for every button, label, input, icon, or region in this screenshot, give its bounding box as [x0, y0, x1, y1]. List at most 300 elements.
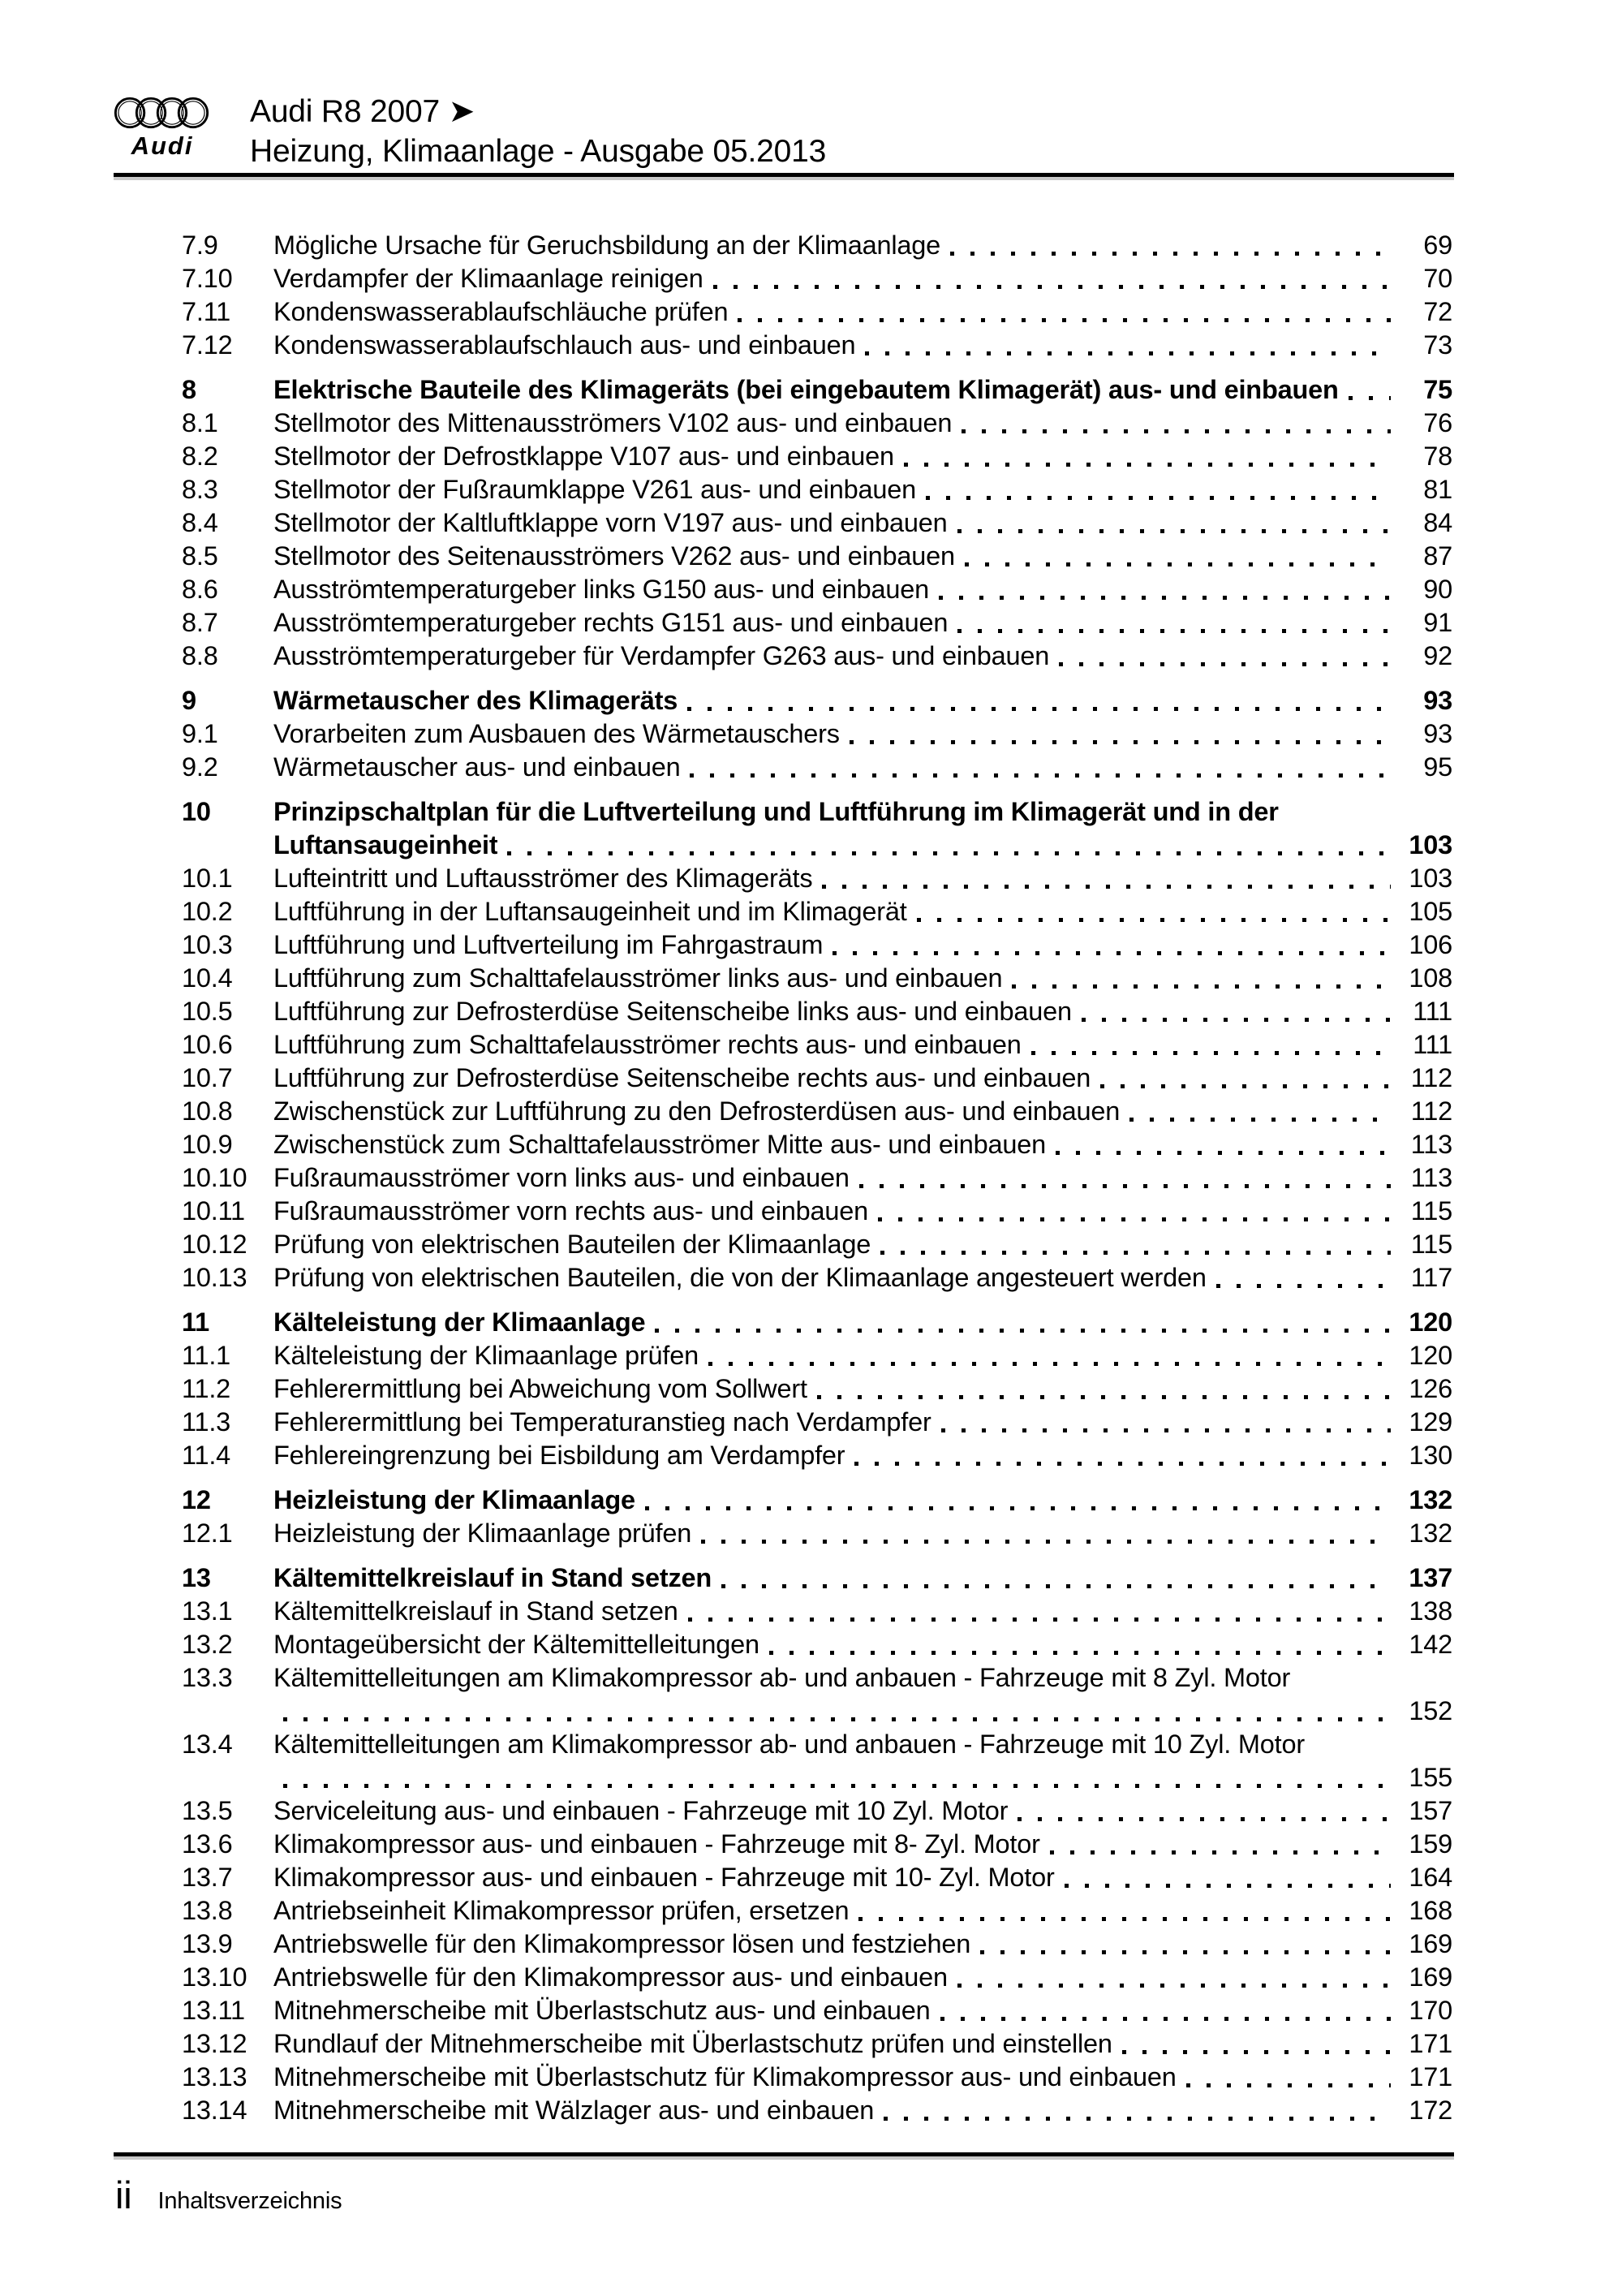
toc-entry-number: 11.4	[182, 1441, 231, 1470]
toc-entry-page: 103	[1409, 830, 1452, 859]
toc-entry	[182, 1161, 1452, 1195]
dot-leader-icon	[721, 1584, 1391, 1588]
toc-entry-title: Kälteleistung der Klimaanlage prüfen	[273, 1341, 699, 1370]
dot-leader-icon	[1349, 396, 1391, 400]
toc-entry-line	[273, 407, 1452, 440]
dot-leader-icon	[878, 1217, 1391, 1221]
dot-leader-icon	[1216, 1284, 1391, 1288]
toc-entry-page: 78	[1423, 442, 1452, 471]
toc-entry-body	[273, 895, 1452, 928]
dot-leader-icon	[1018, 1817, 1391, 1821]
toc-entry-number: 10.5	[182, 997, 233, 1026]
toc-entry-number: 10.13	[182, 1263, 247, 1292]
toc-entry-body	[273, 2094, 1452, 2127]
toc-entry-title: Kältemittelkreislauf in Stand setzen	[273, 1596, 678, 1626]
toc-entry-body	[273, 506, 1452, 540]
toc-entry-line	[273, 1894, 1452, 1928]
toc-entry-page: 138	[1409, 1596, 1452, 1626]
toc-entry-page: 164	[1409, 1863, 1452, 1892]
toc-entry-body	[273, 717, 1452, 751]
dot-leader-icon	[859, 1184, 1391, 1188]
toc-entry-title: Prüfung von elektrischen Bauteilen der Klimaanlage	[273, 1230, 871, 1259]
toc-entry-number: 11.2	[182, 1374, 231, 1403]
toc-entry-page: 129	[1409, 1407, 1452, 1437]
toc-entry-number: 7.11	[182, 297, 231, 326]
toc-entry-line	[273, 1517, 1452, 1550]
toc-entry-line	[273, 1595, 1452, 1628]
toc-entry-page: 111	[1413, 997, 1452, 1026]
dot-leader-icon	[769, 1651, 1391, 1655]
toc-entry-number: 13	[182, 1563, 211, 1592]
toc-entry-line	[273, 1861, 1452, 1894]
dot-leader-icon	[957, 629, 1391, 633]
toc-entry-line	[273, 1828, 1452, 1861]
toc-entry	[182, 995, 1452, 1028]
toc-entry	[182, 1828, 1452, 1861]
toc-entry-number: 13.13	[182, 2062, 247, 2091]
toc-entry-body	[273, 1261, 1452, 1294]
toc-entry-title: Fußraumausströmer vorn rechts aus- und einbauen	[273, 1196, 869, 1226]
toc-entry	[182, 1928, 1452, 1961]
toc-entry-body	[273, 1372, 1452, 1406]
toc-entry-number: 10.12	[182, 1230, 247, 1259]
toc-entry-number: 7.12	[182, 330, 233, 360]
toc-entry-page: 169	[1409, 1962, 1452, 1992]
toc-entry-line	[273, 540, 1452, 573]
toc-entry-title: Antriebswelle für den Klimakompressor aus- und einbauen	[273, 1962, 948, 1992]
toc-entry-page: 157	[1409, 1796, 1452, 1825]
toc-entry-body	[273, 1062, 1452, 1095]
toc-entry-line	[273, 1128, 1452, 1161]
toc-entry-title: Fehlerermittlung bei Abweichung vom Sollwert	[273, 1374, 807, 1403]
toc-entry-page: 117	[1410, 1263, 1452, 1292]
toc-entry	[182, 1228, 1452, 1261]
header-model-line: Audi R8 2007 ➤	[250, 94, 475, 129]
toc-entry-page: 93	[1423, 686, 1452, 715]
toc-entry	[182, 1195, 1452, 1228]
toc-entry-line	[273, 1372, 1452, 1406]
toc-entry-line	[273, 1928, 1452, 1961]
toc-entry-title: Kältemittelkreislauf in Stand setzen	[273, 1563, 712, 1592]
toc-entry-body	[273, 1128, 1452, 1161]
toc-entry-title: Rundlauf der Mitnehmerscheibe mit Überlastschutz prüfen und einstellen	[273, 2029, 1112, 2058]
toc-entry-title: Klimakompressor aus- und einbauen - Fahrzeuge mit 8- Zyl. Motor	[273, 1829, 1040, 1859]
toc-entry-number: 13.6	[182, 1829, 233, 1859]
toc-entry-page: 115	[1410, 1196, 1452, 1226]
toc-entry-title: Luftführung zum Schalttafelausströmer rechts aus- und einbauen	[273, 1030, 1022, 1059]
toc-entry-title: Fußraumausströmer vorn links aus- und einbauen	[273, 1163, 850, 1192]
toc-entry-number: 10	[182, 797, 211, 826]
toc-entry-body	[273, 1028, 1452, 1062]
toc-entry-number: 10.1	[182, 864, 233, 893]
toc-entry-body	[273, 229, 1452, 262]
toc-entry-number: 8.1	[182, 408, 218, 437]
toc-entry-page: 76	[1423, 408, 1452, 437]
toc-entry	[182, 1339, 1452, 1372]
toc-entry-line	[273, 1339, 1452, 1372]
toc-entry-title: Serviceleitung aus- und einbauen - Fahrzeuge mit 10 Zyl. Motor	[273, 1796, 1009, 1825]
toc-entry-page: 169	[1409, 1929, 1452, 1958]
toc-entry	[182, 2061, 1452, 2094]
toc-entry-line	[273, 373, 1452, 407]
dot-leader-icon	[1012, 984, 1391, 989]
toc-entry-body	[273, 684, 1452, 717]
toc-entry-title: Kältemittelleitungen am Klimakompressor ab- und anbauen - Fahrzeuge mit 8 Zyl. Motor	[273, 1663, 1291, 1692]
toc-entry	[182, 640, 1452, 673]
document-header	[250, 92, 826, 171]
toc-entry	[182, 1861, 1452, 1894]
dot-leader-icon	[645, 1506, 1391, 1510]
toc-entry-title: Vorarbeiten zum Ausbauen des Wärmetauschers	[273, 719, 840, 748]
toc-entry-line	[273, 751, 1452, 784]
dot-leader-icon	[283, 1717, 1391, 1721]
toc-entry-body	[273, 928, 1452, 962]
toc-entry-title: Ausströmtemperaturgeber rechts G151 aus- und einbauen	[273, 608, 949, 637]
toc-entry-number: 13.12	[182, 2029, 247, 2058]
footer-rule	[114, 2152, 1454, 2156]
dot-leader-icon	[1186, 2083, 1391, 2087]
footer-section-label: Inhaltsverzeichnis	[157, 2188, 342, 2214]
toc-entry-number: 11.3	[182, 1407, 231, 1437]
toc-entry-number: 10.2	[182, 897, 233, 926]
toc-entry-title: Stellmotor des Mittenausströmers V102 aus- und einbauen	[273, 408, 953, 437]
toc-entry-line	[273, 262, 1452, 295]
dot-leader-icon	[950, 252, 1391, 256]
toc-entry-number: 8.8	[182, 641, 218, 670]
toc-entry-number: 13.9	[182, 1929, 233, 1958]
toc-entry-body	[273, 751, 1452, 784]
toc-entry-body	[273, 1961, 1452, 1994]
toc-entry-page: 75	[1423, 375, 1452, 404]
toc-entry-title: Ausströmtemperaturgeber für Verdampfer G263 aus- und einbauen	[273, 641, 1050, 670]
dot-leader-icon	[941, 1428, 1391, 1432]
toc-entry-body	[273, 1161, 1452, 1195]
toc-entry-title: Montageübersicht der Kältemittelleitungen	[273, 1630, 759, 1659]
toc-entry-body	[273, 606, 1452, 640]
toc-entry-number: 10.10	[182, 1163, 247, 1192]
toc-entry-line	[273, 440, 1452, 473]
toc-entry-line	[273, 1306, 1452, 1339]
toc-entry	[182, 684, 1452, 717]
toc-entry-page: 81	[1423, 475, 1452, 504]
toc-entry-body	[273, 1994, 1452, 2027]
toc-entry-page: 120	[1409, 1341, 1452, 1370]
toc-entry-title: Fehlereingrenzung bei Eisbildung am Verdampfer	[273, 1441, 845, 1470]
dot-leader-icon	[940, 2017, 1391, 2021]
toc-entry-number: 13.11	[182, 1996, 245, 2025]
toc-entry-number: 8.6	[182, 575, 218, 604]
toc-entry-number: 9.1	[182, 719, 218, 748]
dot-leader-icon	[939, 596, 1391, 600]
dot-leader-icon	[688, 1618, 1391, 1622]
toc-entry	[182, 1028, 1452, 1062]
toc-entry-number: 13.7	[182, 1863, 233, 1892]
toc-entry-body	[273, 262, 1452, 295]
toc-entry-title: Stellmotor der Fußraumklappe V261 aus- und einbauen	[273, 475, 916, 504]
toc-entry-title: Stellmotor der Defrostklappe V107 aus- und einbauen	[273, 442, 894, 471]
toc-entry-line	[273, 1261, 1452, 1294]
toc-entry-number: 9.2	[182, 752, 218, 782]
toc-entry-line	[273, 329, 1452, 362]
toc-entry-page: 170	[1409, 1996, 1452, 2025]
dot-leader-icon	[507, 851, 1391, 855]
toc-entry-number: 9	[182, 686, 196, 715]
toc-entry	[182, 895, 1452, 928]
toc-entry-title: Stellmotor der Kaltluftklappe vorn V197 aus- und einbauen	[273, 508, 948, 537]
toc-entry-line	[273, 1439, 1452, 1472]
dot-leader-icon	[1082, 1018, 1391, 1022]
toc-entry-body	[273, 1794, 1452, 1828]
toc-list	[182, 229, 1452, 2127]
toc-entry	[182, 1484, 1452, 1517]
toc-entry-title: Wärmetauscher aus- und einbauen	[273, 752, 681, 782]
toc-entry-line	[273, 1406, 1452, 1439]
toc-entry-number: 8.4	[182, 508, 218, 537]
toc-entry-page: 137	[1409, 1563, 1452, 1592]
toc-entry-page: 132	[1409, 1485, 1452, 1514]
toc-entry-line	[273, 2061, 1452, 2094]
toc-entry-body	[273, 2027, 1452, 2061]
toc-entry-line	[273, 895, 1452, 928]
dot-leader-icon	[965, 562, 1391, 566]
toc-entry-title: Prüfung von elektrischen Bauteilen, die von der Klimaanlage angesteuert werden	[273, 1263, 1207, 1292]
toc-entry-number: 12	[182, 1485, 211, 1514]
toc-entry-title: Fehlerermittlung bei Temperaturanstieg nach Verdampfer	[273, 1407, 931, 1437]
toc-entry-page: 155	[1409, 1763, 1452, 1792]
toc-entry-line	[273, 962, 1452, 995]
toc-entry-number: 8.2	[182, 442, 218, 471]
toc-entry	[182, 1128, 1452, 1161]
page-footer	[115, 2175, 342, 2216]
toc-entry	[182, 928, 1452, 962]
toc-entry	[182, 440, 1452, 473]
toc-entry	[182, 1794, 1452, 1828]
toc-entry-page: 172	[1409, 2096, 1452, 2125]
toc-entry-line	[273, 1961, 1452, 1994]
toc-entry-body	[273, 1928, 1452, 1961]
dot-leader-icon	[817, 1395, 1391, 1399]
toc-entry-number: 8	[182, 375, 196, 404]
dot-leader-icon	[904, 463, 1391, 467]
toc-entry	[182, 506, 1452, 540]
toc-entry-body	[273, 1339, 1452, 1372]
toc-entry-line	[273, 795, 1452, 829]
toc-entry-page: 91	[1423, 608, 1452, 637]
toc-entry-line	[273, 1994, 1452, 2027]
toc-entry-page: 92	[1423, 641, 1452, 670]
toc-entry-line	[273, 1062, 1452, 1095]
toc-entry	[182, 229, 1452, 262]
toc-entry-number: 10.3	[182, 930, 233, 959]
toc-entry-title: Antriebseinheit Klimakompressor prüfen, ersetzen	[273, 1896, 850, 1925]
toc-entry-body	[273, 440, 1452, 473]
toc-entry-body	[273, 573, 1452, 606]
toc-entry-page: 171	[1409, 2062, 1452, 2091]
dot-leader-icon	[701, 1540, 1391, 1544]
toc-entry-body	[273, 1306, 1452, 1339]
toc-entry-title: Verdampfer der Klimaanlage reinigen	[273, 264, 703, 293]
toc-entry-title: Stellmotor des Seitenausströmers V262 aus- und einbauen	[273, 541, 955, 571]
toc-entry-body	[273, 1406, 1452, 1439]
toc-entry-body	[273, 1861, 1452, 1894]
toc-entry	[182, 295, 1452, 329]
toc-entry-line	[273, 1161, 1452, 1195]
dot-leader-icon	[865, 351, 1391, 355]
toc-entry-page: 113	[1410, 1130, 1452, 1159]
toc-entry	[182, 262, 1452, 295]
toc-entry-page: 130	[1409, 1441, 1452, 1470]
toc-entry	[182, 751, 1452, 784]
toc-entry-page: 72	[1423, 297, 1452, 326]
toc-entry-page: 132	[1409, 1518, 1452, 1548]
toc-entry	[182, 1595, 1452, 1628]
toc-entry-number: 10.6	[182, 1030, 233, 1059]
dot-leader-icon	[1031, 1051, 1391, 1055]
toc-entry-body	[273, 407, 1452, 440]
toc-entry	[182, 1961, 1452, 1994]
toc-entry-title: Mitnehmerscheibe mit Wälzlager aus- und einbauen	[273, 2096, 875, 2125]
toc-entry-number: 13.3	[182, 1663, 233, 1692]
dot-leader-icon	[690, 773, 1391, 778]
toc-entry-body	[273, 1517, 1452, 1550]
toc-entry-title-continued: Luftansaugeinheit	[273, 830, 498, 859]
toc-entry	[182, 1306, 1452, 1339]
toc-entry-body	[273, 1195, 1452, 1228]
toc-entry-number: 13.14	[182, 2096, 247, 2125]
toc-entry-number: 12.1	[182, 1518, 233, 1548]
dot-leader-icon	[858, 1917, 1391, 1921]
toc-entry-title: Klimakompressor aus- und einbauen - Fahrzeuge mit 10- Zyl. Motor	[273, 1863, 1055, 1892]
toc-entry	[182, 717, 1452, 751]
toc-entry-number: 11.1	[182, 1341, 231, 1370]
footer-page-number: ii	[115, 2173, 132, 2216]
toc-entry-title: Kältemittelleitungen am Klimakompressor ab- und anbauen - Fahrzeuge mit 10 Zyl. Motor	[273, 1730, 1305, 1759]
toc-entry	[182, 1894, 1452, 1928]
toc-entry-title: Elektrische Bauteile des Klimageräts (bei eingebautem Klimagerät) aus- und einbauen	[273, 375, 1339, 404]
toc-entry-number: 10.11	[182, 1196, 245, 1226]
dot-leader-icon	[655, 1329, 1391, 1333]
toc-entry-body	[273, 1828, 1452, 1861]
toc-entry-title: Zwischenstück zum Schalttafelausströmer Mitte aus- und einbauen	[273, 1130, 1047, 1159]
toc-entry-body	[273, 1228, 1452, 1261]
toc-entry-line	[273, 1028, 1452, 1062]
toc-entry-line	[273, 1195, 1452, 1228]
toc-entry-body	[273, 373, 1452, 407]
toc-entry-body	[273, 1095, 1452, 1128]
dot-leader-icon	[850, 740, 1391, 744]
audi-rings-icon	[114, 94, 211, 131]
toc-entry	[182, 1406, 1452, 1439]
toc-entry-line	[273, 928, 1452, 962]
dot-leader-icon	[822, 885, 1391, 889]
toc-entry-page: 69	[1423, 230, 1452, 260]
toc-entry-page: 115	[1410, 1230, 1452, 1259]
toc-entry-body	[273, 862, 1452, 895]
dot-leader-icon	[1050, 1850, 1391, 1854]
toc-entry	[182, 1372, 1452, 1406]
toc-entry	[182, 1728, 1452, 1794]
toc-entry	[182, 329, 1452, 362]
dot-leader-icon	[854, 1462, 1391, 1466]
dot-leader-icon	[880, 1251, 1391, 1255]
dot-leader-icon	[1129, 1118, 1391, 1122]
toc-entry-number: 10.4	[182, 963, 233, 993]
dot-leader-icon	[957, 529, 1391, 533]
toc-entry-body	[273, 473, 1452, 506]
toc-entry-body	[273, 1628, 1452, 1661]
dot-leader-icon	[1122, 2050, 1391, 2054]
toc-entry-number: 13.5	[182, 1796, 233, 1825]
toc-entry-page: 84	[1423, 508, 1452, 537]
toc-entry-line	[273, 995, 1452, 1028]
toc-entry-title: Lufteintritt und Luftausströmer des Klimageräts	[273, 864, 813, 893]
toc-entry-line	[273, 1228, 1452, 1261]
toc-entry	[182, 2027, 1452, 2061]
toc-entry	[182, 962, 1452, 995]
dot-leader-icon	[917, 918, 1391, 922]
brand-wordmark: Audi	[131, 131, 194, 160]
toc-entry-number: 7.9	[182, 230, 218, 260]
toc-entry-line	[273, 1794, 1452, 1828]
toc-entry-page: 171	[1409, 2029, 1452, 2058]
toc-entry-title: Luftführung zur Defrosterdüse Seitenscheibe rechts aus- und einbauen	[273, 1063, 1091, 1092]
toc-entry-number: 10.7	[182, 1063, 233, 1092]
dot-leader-icon	[980, 1950, 1391, 1954]
toc-entry-page: 73	[1423, 330, 1452, 360]
toc-entry-body	[273, 1595, 1452, 1628]
toc-entry-body	[273, 1484, 1452, 1517]
toc-entry	[182, 1661, 1452, 1728]
toc-entry-page: 152	[1409, 1696, 1452, 1725]
dot-leader-icon	[687, 707, 1391, 711]
toc-entry-line	[273, 1761, 1452, 1794]
dot-leader-icon	[713, 285, 1391, 289]
toc-entry-page: 93	[1423, 719, 1452, 748]
dot-leader-icon	[1100, 1084, 1391, 1088]
toc-entry-title: Zwischenstück zur Luftführung zu den Defrosterdüsen aus- und einbauen	[273, 1096, 1121, 1126]
toc-entry-body	[273, 540, 1452, 573]
toc-entry-line	[273, 229, 1452, 262]
toc-entry-line	[273, 1484, 1452, 1517]
toc-entry-title: Heizleistung der Klimaanlage	[273, 1485, 635, 1514]
toc-entry-body	[273, 795, 1452, 862]
toc-entry-title: Kondenswasserablaufschlauch aus- und einbauen	[273, 330, 856, 360]
toc-entry	[182, 1095, 1452, 1128]
toc-entry-page: 168	[1409, 1896, 1452, 1925]
toc-entry-line	[273, 1562, 1452, 1595]
toc-entry-number: 13.8	[182, 1896, 233, 1925]
toc-entry-title: Antriebswelle für den Klimakompressor lösen und festziehen	[273, 1929, 971, 1958]
toc-entry-page: 112	[1410, 1096, 1452, 1126]
toc-entry-number: 13.2	[182, 1630, 233, 1659]
toc-entry-line	[273, 1661, 1452, 1695]
toc-entry-number: 11	[182, 1307, 209, 1337]
toc-entry-title: Mitnehmerscheibe mit Überlastschutz für Klimakompressor aus- und einbauen	[273, 2062, 1177, 2091]
dot-leader-icon	[884, 2117, 1391, 2121]
toc-entry-line	[273, 717, 1452, 751]
toc-entry	[182, 1517, 1452, 1550]
toc-entry-body	[273, 1728, 1452, 1794]
toc-entry-title: Mögliche Ursache für Geruchsbildung an der Klimaanlage	[273, 230, 941, 260]
header-manual-title: Heizung, Klimaanlage - Ausgabe 05.2013	[250, 134, 827, 169]
toc-entry-number: 13.1	[182, 1596, 233, 1626]
toc-entry-body	[273, 329, 1452, 362]
toc-entry	[182, 862, 1452, 895]
toc-entry-title: Kondenswasserablaufschläuche prüfen	[273, 297, 729, 326]
toc-entry-number: 8.7	[182, 608, 218, 637]
toc-entry	[182, 1994, 1452, 2027]
toc-entry-title: Luftführung zum Schalttafelausströmer links aus- und einbauen	[273, 963, 1003, 993]
